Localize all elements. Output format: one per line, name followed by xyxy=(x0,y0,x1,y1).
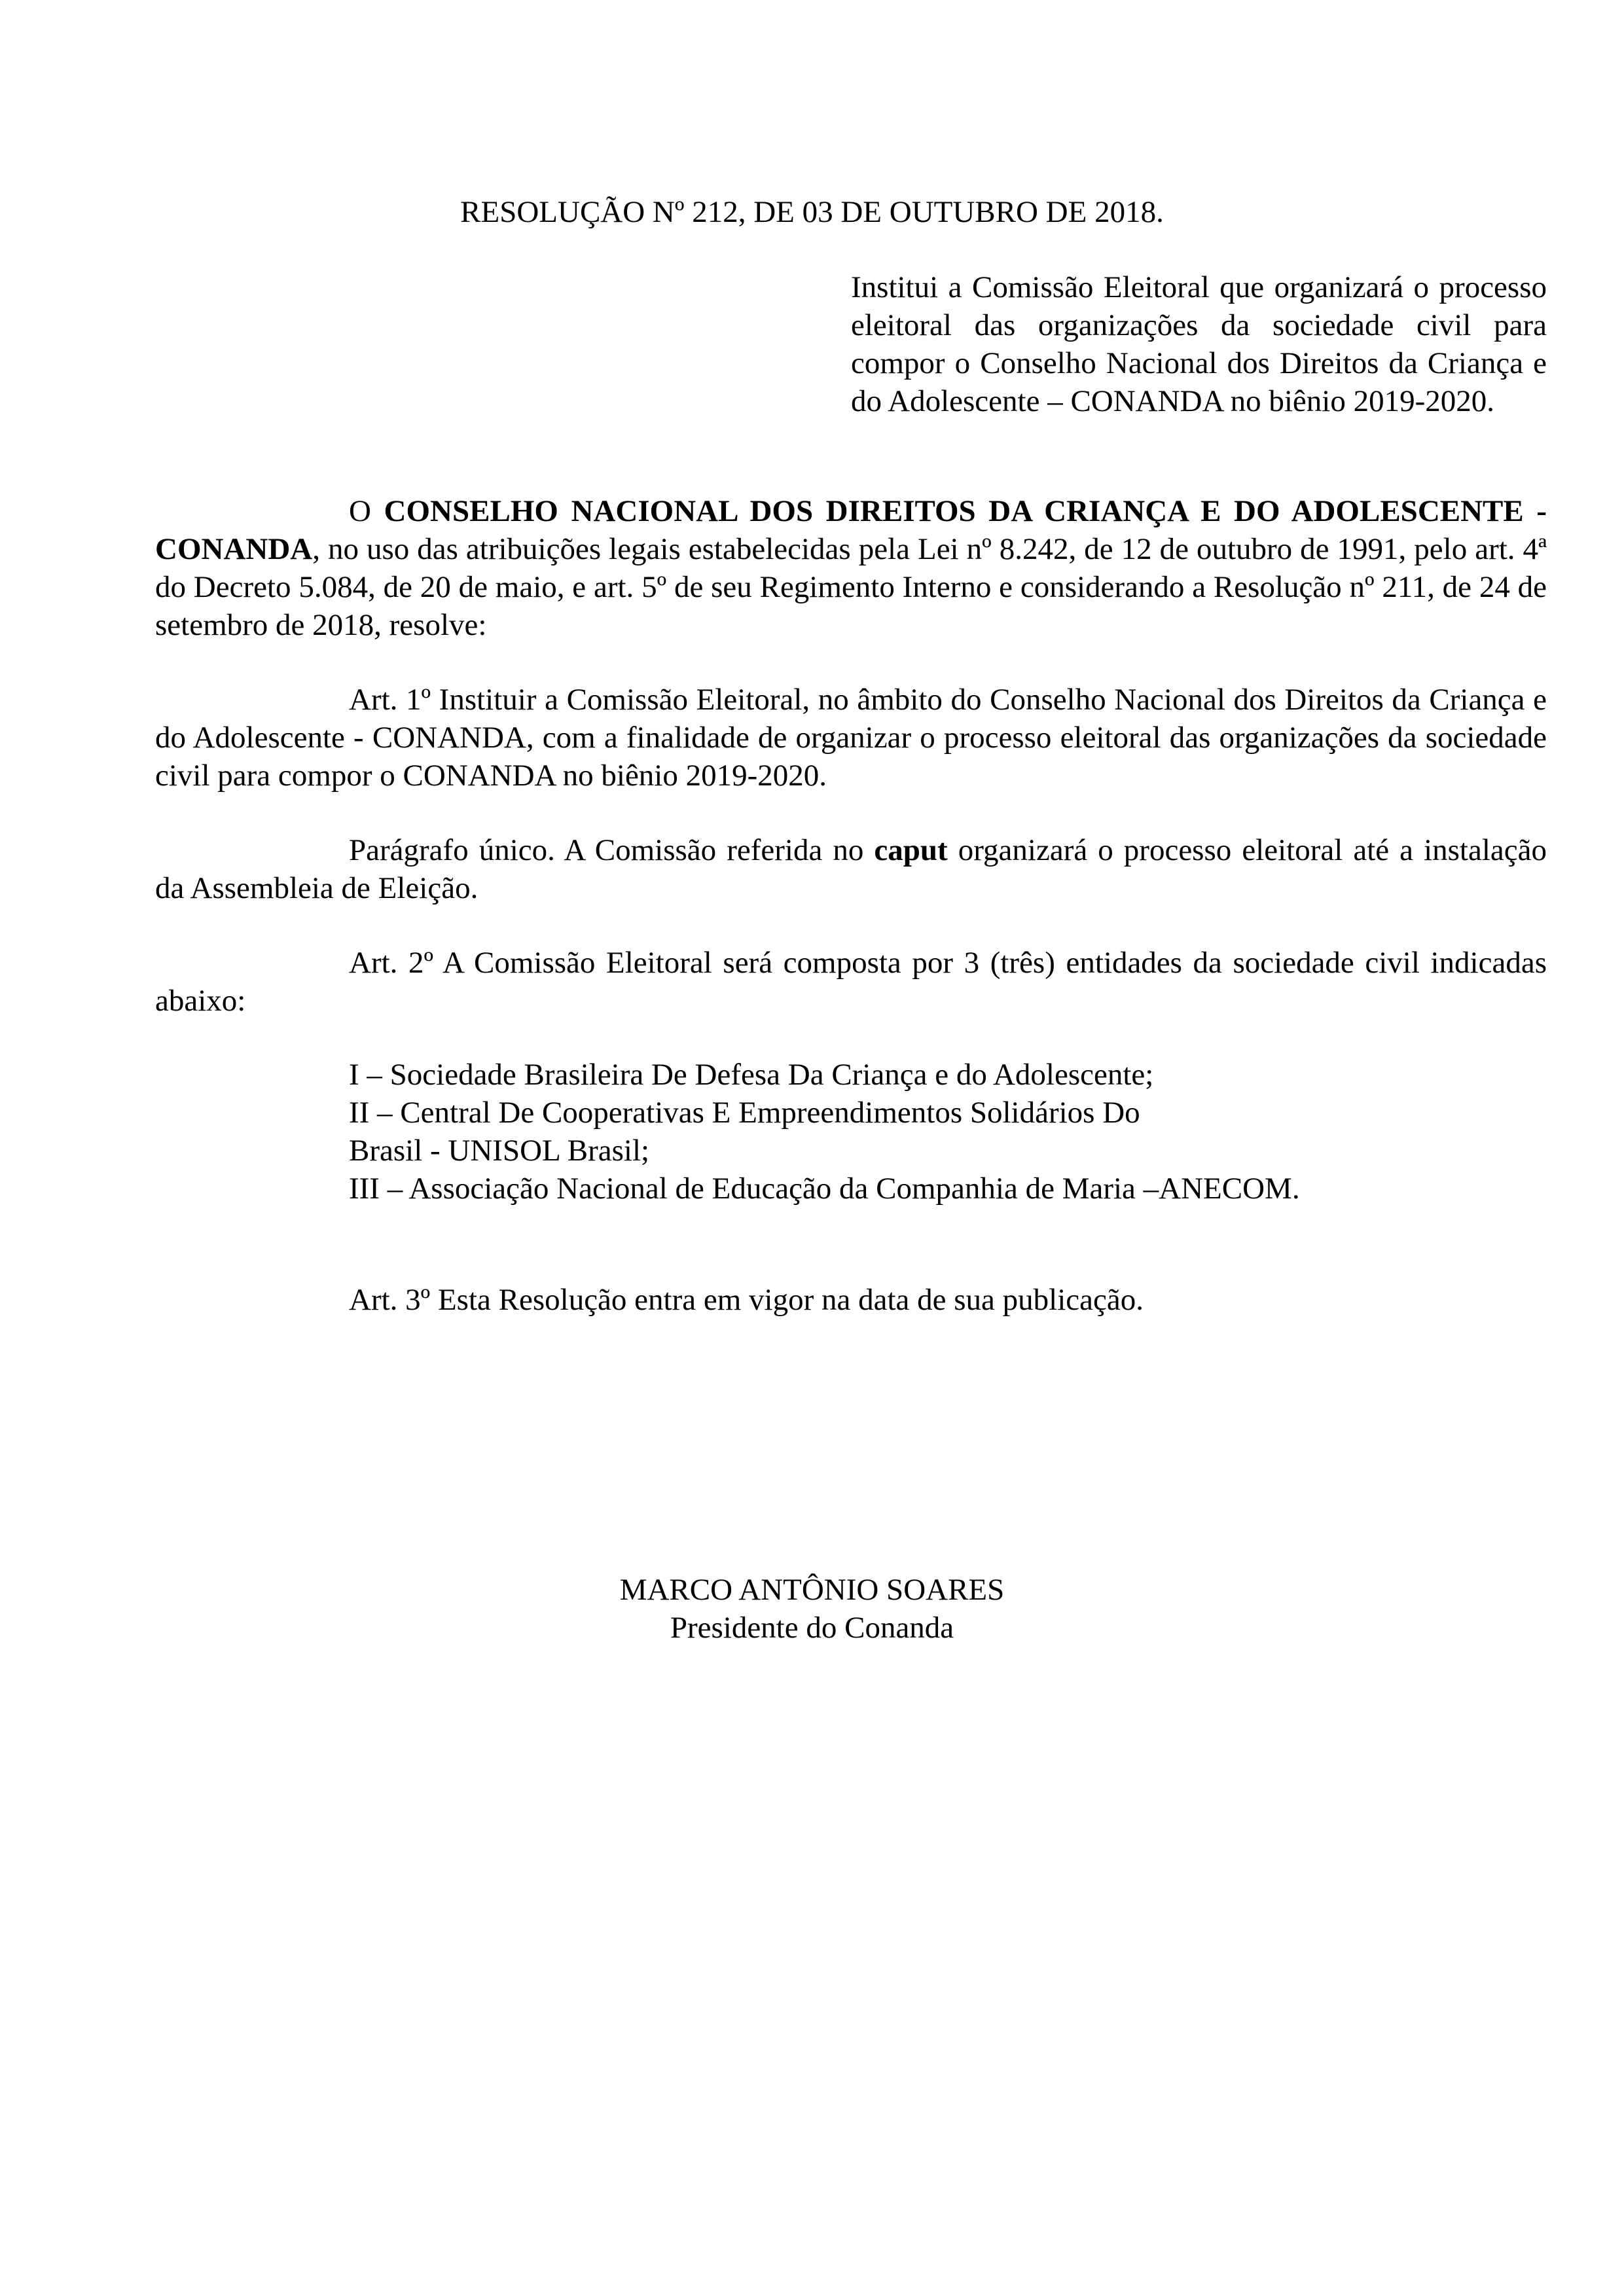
signatory-role: Presidente do Conanda xyxy=(670,1611,954,1645)
article-3: Art. 3º Esta Resolução entra em vigor na data de sua publicação. xyxy=(349,1283,1144,1317)
resolution-ementa: Institui a Comissão Eleitoral que organizará o processo eleitoral das organizações da sociedade civil para compor o Conselho Nacional dos Direitos da Criança e do Adolescente – CONANDA no biênio 2019-2020. xyxy=(851,270,1547,418)
sole-paragraph-lead: Parágrafo único. A Comissão referida no xyxy=(349,833,875,867)
entity-item-3: III – Associação Nacional de Educação da Companhia de Maria –ANECOM. xyxy=(349,1172,1300,1206)
council-name: CONSELHO NACIONAL DOS DIREITOS DA CRIANÇA E DO ADOLESCENTE - CONANDA xyxy=(155,494,1547,566)
sole-paragraph-rest: organizará o processo eleitoral até a instalação da Assembleia de Eleição. xyxy=(155,833,1547,905)
article-2: Art. 2º A Comissão Eleitoral será composta por 3 (três) entidades da sociedade civil indicadas abaixo: xyxy=(155,946,1547,1018)
preamble-paragraph xyxy=(155,492,1547,644)
entity-item-1: I – Sociedade Brasileira De Defesa Da Criança e do Adolescente; xyxy=(349,1058,1154,1092)
entity-item-2-continued: Brasil - UNISOL Brasil; xyxy=(349,1134,650,1168)
signature-block xyxy=(0,1571,1624,1647)
article-1: Art. 1º Instituir a Comissão Eleitoral, no âmbito do Conselho Nacional dos Direitos da Criança e do Adolescente - CONANDA, com a finalidade de organizar o processo eleitoral das organizações da sociedade civil para compor o CONANDA no biênio 2019-2020. xyxy=(155,683,1547,793)
resolution-title: RESOLUÇÃO Nº 212, DE 03 DE OUTUBRO DE 2018. xyxy=(460,195,1164,229)
entities-list xyxy=(349,1056,1593,1208)
preamble-lead: O xyxy=(349,494,384,528)
sole-paragraph xyxy=(155,831,1547,907)
caput-emphasis: caput xyxy=(874,833,948,867)
entity-item-2: II – Central De Cooperativas E Empreendimentos Solidários Do xyxy=(349,1096,1140,1130)
signatory-name: MARCO ANTÔNIO SOARES xyxy=(619,1573,1005,1607)
preamble-rest: , no uso das atribuições legais estabelecidas pela Lei nº 8.242, de 12 de outubro de 1991, pelo art. 4ª do Decreto 5.084, de 20 de maio, e art. 5º de seu Regimento Interno e considerando a Resolução nº 211, de 24 de setembro de 2018, resolve: xyxy=(155,532,1547,642)
